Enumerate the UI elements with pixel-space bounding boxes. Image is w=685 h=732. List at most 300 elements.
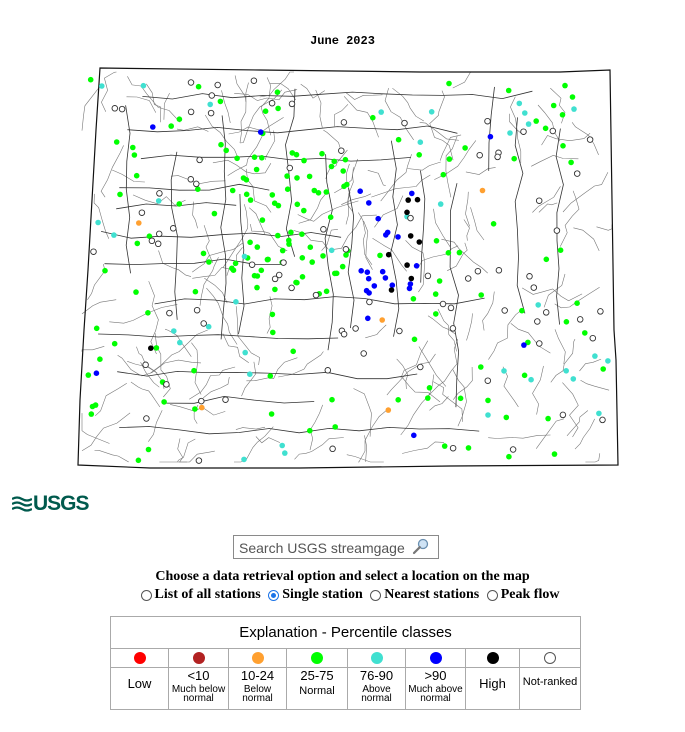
station-marker-not-ranked[interactable] xyxy=(119,106,125,112)
station-marker-normal[interactable] xyxy=(280,248,286,254)
station-marker-above-normal[interactable] xyxy=(501,368,507,374)
station-marker-not-ranked[interactable] xyxy=(535,319,541,325)
station-marker-not-ranked[interactable] xyxy=(194,181,200,187)
station-marker-much-above-normal[interactable] xyxy=(488,134,494,140)
station-marker-below-normal[interactable] xyxy=(199,405,205,411)
radio-icon[interactable] xyxy=(370,590,381,601)
station-marker-not-ranked[interactable] xyxy=(600,417,606,423)
station-marker-normal[interactable] xyxy=(343,157,349,163)
station-marker-normal[interactable] xyxy=(90,404,96,410)
station-marker-normal[interactable] xyxy=(145,310,151,316)
station-marker-high[interactable] xyxy=(408,233,414,239)
station-marker-normal[interactable] xyxy=(320,253,326,259)
station-marker-normal[interactable] xyxy=(233,261,239,267)
station-marker-not-ranked[interactable] xyxy=(367,299,373,305)
station-marker-high[interactable] xyxy=(409,276,415,282)
station-marker-not-ranked[interactable] xyxy=(590,335,596,341)
station-marker-normal[interactable] xyxy=(265,257,271,263)
station-marker-normal[interactable] xyxy=(300,274,306,280)
station-marker-not-ranked[interactable] xyxy=(425,273,431,279)
station-marker-normal[interactable] xyxy=(552,451,558,457)
station-marker-normal[interactable] xyxy=(560,112,566,118)
station-marker-not-ranked[interactable] xyxy=(543,310,549,316)
station-marker-normal[interactable] xyxy=(506,454,512,460)
station-marker-not-ranked[interactable] xyxy=(194,307,200,313)
station-marker-much-above-normal[interactable] xyxy=(372,283,378,289)
station-marker-much-above-normal[interactable] xyxy=(411,433,417,439)
station-marker-above-normal[interactable] xyxy=(141,83,147,89)
station-marker-normal[interactable] xyxy=(133,289,139,295)
station-marker-normal[interactable] xyxy=(192,406,198,412)
station-marker-normal[interactable] xyxy=(560,143,566,149)
station-marker-normal[interactable] xyxy=(196,84,202,90)
station-marker-normal[interactable] xyxy=(504,415,510,421)
station-marker-above-normal[interactable] xyxy=(242,350,248,356)
station-marker-normal[interactable] xyxy=(309,259,315,265)
station-marker-normal[interactable] xyxy=(135,241,141,247)
station-marker-normal[interactable] xyxy=(268,373,274,379)
station-marker-normal[interactable] xyxy=(218,142,224,148)
station-marker-not-ranked[interactable] xyxy=(289,101,295,107)
station-marker-much-above-normal[interactable] xyxy=(358,268,364,274)
station-marker-normal[interactable] xyxy=(343,252,349,258)
station-marker-above-normal[interactable] xyxy=(563,368,569,374)
station-marker-normal[interactable] xyxy=(218,99,224,105)
station-marker-normal[interactable] xyxy=(331,159,337,165)
station-marker-normal[interactable] xyxy=(260,217,266,223)
station-marker-not-ranked[interactable] xyxy=(196,458,202,464)
station-marker-normal[interactable] xyxy=(328,214,334,220)
station-marker-above-normal[interactable] xyxy=(99,83,105,89)
station-marker-normal[interactable] xyxy=(223,148,229,154)
station-marker-normal[interactable] xyxy=(247,240,253,246)
station-marker-much-above-normal[interactable] xyxy=(380,269,386,275)
station-marker-not-ranked[interactable] xyxy=(477,152,483,158)
station-marker-normal[interactable] xyxy=(295,202,301,208)
station-marker-not-ranked[interactable] xyxy=(527,274,533,280)
station-marker-normal[interactable] xyxy=(244,177,250,183)
station-marker-much-above-normal[interactable] xyxy=(258,129,264,135)
station-marker-not-ranked[interactable] xyxy=(269,100,275,106)
station-marker-not-ranked[interactable] xyxy=(170,226,176,232)
station-marker-normal[interactable] xyxy=(308,244,314,250)
station-marker-not-ranked[interactable] xyxy=(156,231,162,237)
station-marker-high[interactable] xyxy=(148,345,154,351)
station-marker-not-ranked[interactable] xyxy=(188,80,194,86)
station-marker-normal[interactable] xyxy=(286,241,292,247)
station-marker-not-ranked[interactable] xyxy=(155,241,161,247)
station-marker-much-above-normal[interactable] xyxy=(150,124,156,130)
station-marker-normal[interactable] xyxy=(263,108,269,114)
station-marker-high[interactable] xyxy=(404,210,410,216)
station-marker-above-normal[interactable] xyxy=(535,302,541,308)
station-marker-not-ranked[interactable] xyxy=(249,262,255,268)
station-marker-normal[interactable] xyxy=(252,273,258,279)
station-marker-above-normal[interactable] xyxy=(247,371,253,377)
station-marker-normal[interactable] xyxy=(285,186,291,192)
station-marker-normal[interactable] xyxy=(370,115,376,121)
station-marker-not-ranked[interactable] xyxy=(521,129,527,135)
station-marker-normal[interactable] xyxy=(324,189,330,195)
station-marker-normal[interactable] xyxy=(511,156,517,162)
station-marker-normal[interactable] xyxy=(195,186,201,192)
option-single-station[interactable] xyxy=(268,587,363,603)
station-marker-normal[interactable] xyxy=(562,83,568,89)
station-marker-normal[interactable] xyxy=(244,192,250,198)
station-marker-normal[interactable] xyxy=(491,221,497,227)
station-marker-not-ranked[interactable] xyxy=(139,210,145,216)
station-marker-normal[interactable] xyxy=(558,247,564,253)
station-marker-normal[interactable] xyxy=(574,300,580,306)
station-marker-not-ranked[interactable] xyxy=(408,215,414,221)
station-marker-above-normal[interactable] xyxy=(177,340,183,346)
station-marker-normal[interactable] xyxy=(270,330,276,336)
station-marker-above-normal[interactable] xyxy=(282,450,288,456)
station-marker-normal[interactable] xyxy=(254,167,260,173)
station-marker-normal[interactable] xyxy=(248,197,254,203)
station-marker-above-normal[interactable] xyxy=(571,106,577,112)
station-marker-not-ranked[interactable] xyxy=(112,106,118,112)
station-marker-above-normal[interactable] xyxy=(207,102,213,108)
station-marker-not-ranked[interactable] xyxy=(223,397,229,403)
station-marker-not-ranked[interactable] xyxy=(215,82,221,88)
station-marker-normal[interactable] xyxy=(272,287,278,293)
station-marker-not-ranked[interactable] xyxy=(440,301,446,307)
station-marker-not-ranked[interactable] xyxy=(510,447,516,453)
station-marker-normal[interactable] xyxy=(434,238,440,244)
station-marker-not-ranked[interactable] xyxy=(149,238,155,244)
station-marker-normal[interactable] xyxy=(316,190,322,196)
station-marker-normal[interactable] xyxy=(582,330,588,336)
station-marker-normal[interactable] xyxy=(117,192,123,198)
usgs-logo[interactable] xyxy=(12,492,89,516)
station-marker-normal[interactable] xyxy=(259,268,265,274)
station-marker-normal[interactable] xyxy=(543,126,549,132)
station-marker-normal[interactable] xyxy=(154,345,160,351)
station-marker-normal[interactable] xyxy=(134,173,140,179)
station-marker-normal[interactable] xyxy=(307,428,313,434)
radio-checked-icon[interactable] xyxy=(268,590,279,601)
station-marker-normal[interactable] xyxy=(570,94,576,100)
station-marker-above-normal[interactable] xyxy=(95,220,101,226)
station-marker-not-ranked[interactable] xyxy=(536,198,542,204)
station-marker-not-ranked[interactable] xyxy=(201,321,207,327)
station-marker-normal[interactable] xyxy=(442,443,448,449)
station-marker-normal[interactable] xyxy=(522,373,528,379)
station-marker-normal[interactable] xyxy=(544,257,550,263)
station-marker-normal[interactable] xyxy=(177,201,183,207)
station-marker-normal[interactable] xyxy=(437,278,443,284)
station-marker-not-ranked[interactable] xyxy=(502,308,508,314)
station-marker-much-above-normal[interactable] xyxy=(409,191,415,197)
station-marker-normal[interactable] xyxy=(102,268,108,274)
station-marker-not-ranked[interactable] xyxy=(361,351,367,357)
station-marker-normal[interactable] xyxy=(506,88,512,94)
station-marker-normal[interactable] xyxy=(329,164,335,170)
station-marker-normal[interactable] xyxy=(252,154,258,160)
station-marker-normal[interactable] xyxy=(230,188,236,194)
station-marker-not-ranked[interactable] xyxy=(450,445,456,451)
station-marker-normal[interactable] xyxy=(177,116,183,122)
station-marker-normal[interactable] xyxy=(564,319,570,325)
station-marker-normal[interactable] xyxy=(94,326,100,332)
station-marker-normal[interactable] xyxy=(324,289,330,295)
option-nearest-stations[interactable] xyxy=(370,587,479,603)
station-marker-not-ranked[interactable] xyxy=(341,120,347,126)
station-marker-normal[interactable] xyxy=(275,106,281,112)
station-marker-normal[interactable] xyxy=(568,160,574,166)
station-marker-much-above-normal[interactable] xyxy=(395,234,401,240)
station-marker-normal[interactable] xyxy=(462,145,468,151)
station-marker-not-ranked[interactable] xyxy=(157,191,163,197)
station-marker-not-ranked[interactable] xyxy=(531,285,537,291)
station-marker-normal[interactable] xyxy=(136,458,142,464)
station-marker-normal[interactable] xyxy=(412,337,418,343)
option-list-all-stations[interactable] xyxy=(141,587,261,603)
search-input[interactable] xyxy=(237,537,409,559)
station-marker-normal[interactable] xyxy=(447,156,453,162)
station-marker-normal[interactable] xyxy=(212,211,218,217)
station-marker-not-ranked[interactable] xyxy=(325,368,331,374)
station-marker-much-above-normal[interactable] xyxy=(521,342,527,348)
station-marker-normal[interactable] xyxy=(427,385,433,391)
station-marker-normal[interactable] xyxy=(206,259,212,265)
station-marker-normal[interactable] xyxy=(299,231,305,237)
station-marker-below-normal[interactable] xyxy=(480,188,486,194)
station-marker-below-normal[interactable] xyxy=(379,317,385,323)
station-marker-high[interactable] xyxy=(386,252,392,258)
station-marker-not-ranked[interactable] xyxy=(287,165,293,171)
station-marker-much-above-normal[interactable] xyxy=(366,276,372,282)
station-marker-normal[interactable] xyxy=(193,289,199,295)
station-marker-not-ranked[interactable] xyxy=(554,228,560,234)
station-marker-normal[interactable] xyxy=(600,366,606,372)
station-marker-not-ranked[interactable] xyxy=(485,118,491,124)
station-marker-normal[interactable] xyxy=(146,447,152,453)
station-marker-much-above-normal[interactable] xyxy=(366,290,372,296)
station-marker-normal[interactable] xyxy=(425,395,431,401)
station-marker-normal[interactable] xyxy=(270,312,276,318)
station-marker-above-normal[interactable] xyxy=(526,121,532,127)
station-marker-normal[interactable] xyxy=(270,192,276,198)
station-marker-not-ranked[interactable] xyxy=(450,326,456,332)
station-marker-below-normal[interactable] xyxy=(386,407,392,413)
station-marker-normal[interactable] xyxy=(446,81,452,87)
station-marker-normal[interactable] xyxy=(254,285,260,291)
station-marker-much-above-normal[interactable] xyxy=(366,200,372,206)
station-marker-not-ranked[interactable] xyxy=(587,137,593,143)
station-marker-not-ranked[interactable] xyxy=(397,328,403,334)
station-marker-normal[interactable] xyxy=(290,150,296,156)
station-marker-above-normal[interactable] xyxy=(242,254,248,260)
station-marker-normal[interactable] xyxy=(478,364,484,370)
station-marker-normal[interactable] xyxy=(551,103,557,109)
station-marker-much-above-normal[interactable] xyxy=(408,281,414,287)
station-marker-not-ranked[interactable] xyxy=(289,285,295,291)
station-marker-normal[interactable] xyxy=(441,172,447,178)
station-marker-normal[interactable] xyxy=(112,341,118,347)
station-marker-normal[interactable] xyxy=(269,411,275,417)
station-marker-normal[interactable] xyxy=(284,173,290,179)
station-marker-normal[interactable] xyxy=(411,296,417,302)
station-marker-not-ranked[interactable] xyxy=(188,177,194,183)
station-marker-not-ranked[interactable] xyxy=(495,154,501,160)
station-marker-normal[interactable] xyxy=(485,398,491,404)
station-marker-normal[interactable] xyxy=(377,253,383,259)
station-marker-not-ranked[interactable] xyxy=(496,268,502,274)
station-marker-above-normal[interactable] xyxy=(438,201,444,207)
station-marker-normal[interactable] xyxy=(191,368,197,374)
station-marker-not-ranked[interactable] xyxy=(208,110,214,116)
station-marker-normal[interactable] xyxy=(293,280,299,286)
station-marker-normal[interactable] xyxy=(332,424,338,430)
station-marker-normal[interactable] xyxy=(132,152,138,158)
station-marker-normal[interactable] xyxy=(201,251,207,257)
station-marker-normal[interactable] xyxy=(416,152,422,158)
station-marker-not-ranked[interactable] xyxy=(188,109,194,115)
station-marker-normal[interactable] xyxy=(161,399,167,405)
station-marker-above-normal[interactable] xyxy=(571,376,577,382)
station-marker-above-normal[interactable] xyxy=(206,324,212,330)
station-marker-normal[interactable] xyxy=(332,271,338,277)
station-marker-not-ranked[interactable] xyxy=(330,446,336,452)
station-marker-not-ranked[interactable] xyxy=(209,93,215,99)
station-marker-above-normal[interactable] xyxy=(528,377,534,383)
station-marker-normal[interactable] xyxy=(446,250,452,256)
station-marker-above-normal[interactable] xyxy=(605,358,611,364)
station-marker-normal[interactable] xyxy=(329,397,335,403)
station-marker-much-above-normal[interactable] xyxy=(357,188,363,194)
station-marker-normal[interactable] xyxy=(545,416,551,422)
station-marker-above-normal[interactable] xyxy=(485,412,491,418)
station-marker-not-ranked[interactable] xyxy=(313,292,319,298)
station-marker-much-above-normal[interactable] xyxy=(365,316,371,322)
station-marker-not-ranked[interactable] xyxy=(485,378,491,384)
station-marker-not-ranked[interactable] xyxy=(143,362,149,368)
station-marker-high[interactable] xyxy=(389,287,395,293)
station-marker-above-normal[interactable] xyxy=(111,232,117,238)
station-marker-normal[interactable] xyxy=(478,292,484,298)
station-marker-normal[interactable] xyxy=(340,168,346,174)
station-marker-above-normal[interactable] xyxy=(233,299,239,305)
station-marker-not-ranked[interactable] xyxy=(91,249,97,255)
station-marker-above-normal[interactable] xyxy=(592,353,598,359)
radio-icon[interactable] xyxy=(487,590,498,601)
station-marker-normal[interactable] xyxy=(301,158,307,164)
station-marker-much-above-normal[interactable] xyxy=(414,263,420,269)
station-marker-normal[interactable] xyxy=(86,372,92,378)
station-marker-normal[interactable] xyxy=(294,175,300,181)
station-marker-normal[interactable] xyxy=(234,156,240,162)
station-marker-much-above-normal[interactable] xyxy=(390,282,396,288)
station-marker-normal[interactable] xyxy=(341,184,347,190)
station-marker-not-ranked[interactable] xyxy=(321,227,327,233)
station-marker-high[interactable] xyxy=(405,197,411,203)
station-marker-not-ranked[interactable] xyxy=(418,364,424,370)
station-marker-above-normal[interactable] xyxy=(378,109,384,115)
station-marker-not-ranked[interactable] xyxy=(199,398,205,404)
station-marker-normal[interactable] xyxy=(259,155,265,161)
station-marker-not-ranked[interactable] xyxy=(164,382,170,388)
station-marker-above-normal[interactable] xyxy=(329,248,335,254)
station-marker-not-ranked[interactable] xyxy=(353,326,359,332)
station-marker-normal[interactable] xyxy=(254,244,260,250)
station-marker-normal[interactable] xyxy=(97,356,103,362)
station-marker-normal[interactable] xyxy=(533,118,539,124)
station-marker-much-above-normal[interactable] xyxy=(375,216,381,222)
station-marker-normal[interactable] xyxy=(89,411,95,417)
station-marker-normal[interactable] xyxy=(457,250,463,256)
station-marker-not-ranked[interactable] xyxy=(598,309,604,315)
station-marker-above-normal[interactable] xyxy=(279,443,285,449)
station-marker-normal[interactable] xyxy=(288,230,294,236)
station-marker-normal[interactable] xyxy=(275,89,281,95)
station-marker-above-normal[interactable] xyxy=(241,457,247,463)
station-marker-normal[interactable] xyxy=(229,266,235,272)
search-box[interactable] xyxy=(233,535,439,559)
station-marker-not-ranked[interactable] xyxy=(550,128,556,134)
station-marker-not-ranked[interactable] xyxy=(276,272,282,278)
station-marker-not-ranked[interactable] xyxy=(402,120,408,126)
station-marker-not-ranked[interactable] xyxy=(574,171,580,177)
station-marker-normal[interactable] xyxy=(396,137,402,143)
station-marker-normal[interactable] xyxy=(168,123,174,129)
station-marker-not-ranked[interactable] xyxy=(341,331,347,337)
radio-icon[interactable] xyxy=(141,590,152,601)
station-marker-normal[interactable] xyxy=(88,77,94,83)
option-peak-flow[interactable] xyxy=(487,587,560,603)
station-marker-above-normal[interactable] xyxy=(517,101,523,107)
station-marker-not-ranked[interactable] xyxy=(339,148,345,154)
station-marker-above-normal[interactable] xyxy=(429,109,435,115)
station-marker-much-above-normal[interactable] xyxy=(383,232,389,238)
station-marker-normal[interactable] xyxy=(114,139,120,145)
station-marker-not-ranked[interactable] xyxy=(475,268,481,274)
station-marker-much-above-normal[interactable] xyxy=(94,370,100,376)
station-marker-normal[interactable] xyxy=(395,397,401,403)
station-marker-above-normal[interactable] xyxy=(522,110,528,116)
station-marker-normal[interactable] xyxy=(307,174,313,180)
station-marker-not-ranked[interactable] xyxy=(577,317,583,323)
station-marker-normal[interactable] xyxy=(433,311,439,317)
station-marker-high[interactable] xyxy=(415,197,421,203)
station-marker-not-ranked[interactable] xyxy=(448,305,454,311)
station-marker-normal[interactable] xyxy=(340,264,346,270)
station-marker-normal[interactable] xyxy=(433,291,439,297)
station-marker-not-ranked[interactable] xyxy=(465,276,471,282)
station-marker-not-ranked[interactable] xyxy=(167,310,173,316)
station-marker-above-normal[interactable] xyxy=(418,139,424,145)
station-marker-above-normal[interactable] xyxy=(596,411,602,417)
station-marker-below-normal[interactable] xyxy=(136,220,142,226)
station-marker-normal[interactable] xyxy=(275,233,281,239)
station-marker-normal[interactable] xyxy=(130,145,136,151)
station-marker-not-ranked[interactable] xyxy=(144,416,150,422)
station-marker-not-ranked[interactable] xyxy=(560,412,566,418)
station-marker-not-ranked[interactable] xyxy=(537,341,543,347)
station-marker-much-above-normal[interactable] xyxy=(365,269,371,275)
search-icon[interactable] xyxy=(412,538,430,556)
station-marker-normal[interactable] xyxy=(466,445,472,451)
station-marker-not-ranked[interactable] xyxy=(197,157,203,163)
station-marker-high[interactable] xyxy=(404,262,410,268)
station-marker-normal[interactable] xyxy=(276,203,282,209)
station-marker-not-ranked[interactable] xyxy=(343,247,349,253)
station-marker-much-above-normal[interactable] xyxy=(383,275,389,281)
station-marker-normal[interactable] xyxy=(300,255,306,261)
station-marker-not-ranked[interactable] xyxy=(281,260,287,266)
station-marker-above-normal[interactable] xyxy=(507,130,513,136)
